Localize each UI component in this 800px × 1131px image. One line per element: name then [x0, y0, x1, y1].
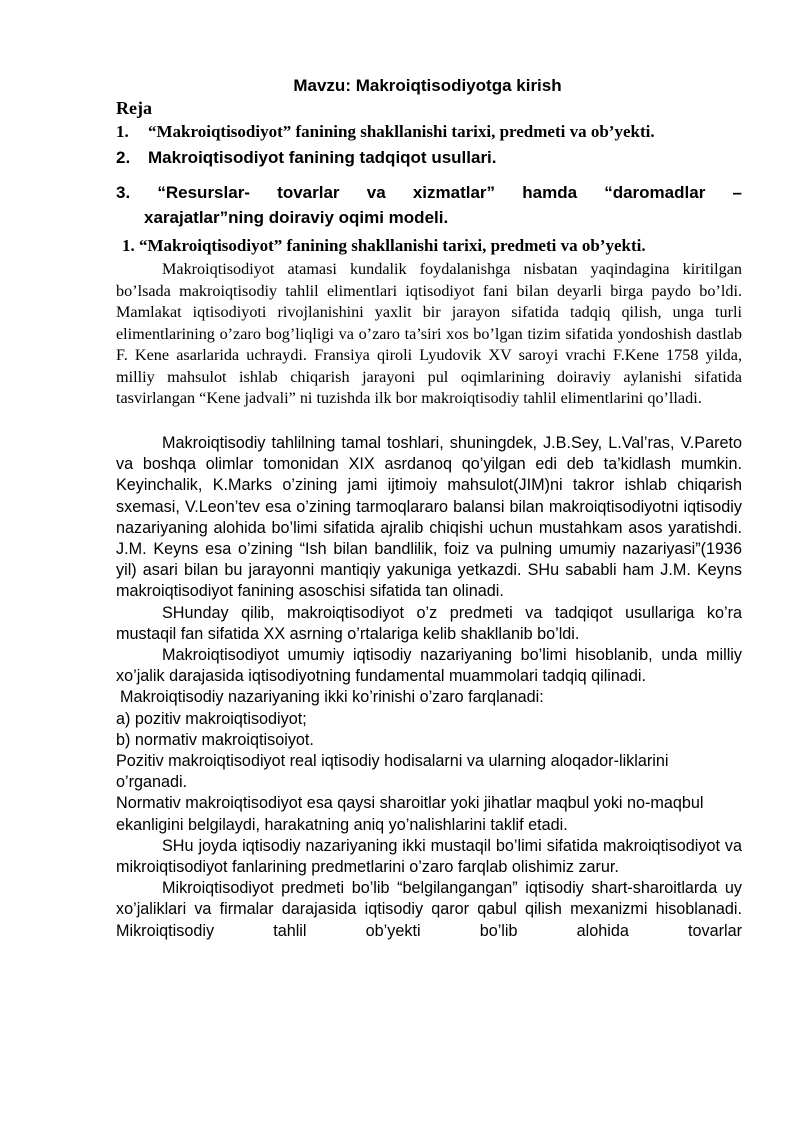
- plan-label: Reja: [116, 98, 152, 118]
- plan-item-word: “Resurslar-: [157, 183, 250, 202]
- plan-item-1: [116, 122, 742, 142]
- plan-item-3: [116, 180, 742, 230]
- plan-item-number: 3.: [116, 183, 131, 202]
- paragraph: Makroiqtisodiy tahlilning tamal toshlari, shuningdek, J.B.Sey, L.Val’ras, V.Pareto va boshqa olimlar tomonidan XIX asrdanoq qo’yilgan edi deb ta’kidlash mumkin. Keyinchalik, K.Marks o’zining jami ijtimoiy mahsulot(JIM)ni takror ishlab chiqarish sxemasi, V.Leon’tev esa o’zining tarmoqlararo balansi bilan makroiqtisodiyotni iqtisodiy nazariyaning alohida bo’limi sifatida ajralib chiqishi uchun mustahkam asos yaratishdi. J.M. Keyns esa o’zining “Ish bilan bandlilik, foiz va pulning umumiy nazariyasi”(1936 yil) asari bilan bu jarayonni mantiqiy yakuniga yetkazdi. SHu sababli ham J.M. Keyns makroiqtisodiyot fanining asoschisi sifatida tan olinadi.: [116, 434, 742, 601]
- paragraph: Makroiqtisodiyot umumiy iqtisodiy nazariyaning bo’limi hisoblanib, unda milliy xo’jalik darajasida iqtisodiyotning fundamental muammolari tadqiq qilinadi.: [116, 646, 742, 686]
- paragraph: Pozitiv makroiqtisodiyot real iqtisodiy hodisalarni va ularning aloqador-liklarini o’rganadi.: [116, 752, 669, 792]
- plan-item-3-continuation: xarajatlar”ning doiraviy oqimi modeli.: [144, 208, 449, 227]
- plan-item-word: “daromadlar: [604, 183, 706, 202]
- plan-item-word: xizmatlar”: [412, 183, 496, 202]
- paragraph: Makroiqtisodiy nazariyaning ikki ko’rinishi o’zaro farqlanadi:: [120, 688, 544, 707]
- body-text: [116, 433, 742, 942]
- paragraph: SHu joyda iqtisodiy nazariyaning ikki mustaqil bo’limi sifatida makroiqtisodiyot va mikroiqtisodiyot fanlarining predmetlarini o’zaro farqlab olishimiz zarur.: [116, 836, 742, 877]
- list-item: b) normativ makroiqtisoiyot.: [116, 730, 314, 749]
- plan-item-number: 1.: [116, 122, 129, 141]
- intro-paragraph: Makroiqtisodiyot atamasi kundalik foydalanishga nisbatan yaqindagina kiritilgan bo’lsada makroiqtisodiy tahlil elimentlari iqtisodiyot fani bilan deyarli birga paydo bo’ldi. Mamlakat iqtisodiyoti rivojlanishini yaxlit bir jarayon sifatida tadqiq qilish, unga turli elimentlarining o’zaro bog’liqligi va o’zaro ta’siri xos bo’lgan tizim sifatida yondoshish dastlab F. Kene asarlarida uchraydi. Fransiya qiroli Lyudovik XV saroyi vrachi F.Kene 1758 yilda, milliy mahsulot ishlab chiqarish jarayoni pul oqimlarining doiraviy aylanishi sifatida tasvirlangan “Kene jadvali” ni tuzishda ilk bor makroiqtisodiy tahlil elimentlarini qo’lladi.: [116, 260, 742, 407]
- plan-item-word: tovarlar: [277, 183, 340, 202]
- plan-item-2: [116, 148, 742, 168]
- plan-item-word: –: [732, 183, 742, 202]
- plan-item-3-line-1: [116, 180, 742, 205]
- paragraph: Normativ makroiqtisodiyot esa qaysi sharoitlar yoki jihatlar maqbul yoki no-maqbul ekanligini belgilaydi, harakatning aniq yo’nalishlarini taklif etadi.: [116, 794, 704, 834]
- section-heading: 1. “Makroiqtisodiyot” fanining shakllanishi tarixi, predmeti va ob’yekti.: [122, 236, 646, 255]
- list-item: a) pozitiv makroiqtisodiyot;: [116, 709, 307, 728]
- paragraph: Mikroiqtisodiyot predmeti bo’lib “belgilangangan” iqtisodiy shart-sharoitlarda uy xo’jaliklari va firmalar darajasida iqtisodiy qaror qabul qilish mexanizmi hisoblanadi. Mikroiqtisodiy tahlil ob’yekti bo’lib alohida tovarlar: [116, 879, 742, 940]
- page-title: Mavzu: Makroiqtisodiyotga kirish: [293, 76, 562, 95]
- plan-item-number: 2.: [116, 148, 131, 167]
- paragraph: SHunday qilib, makroiqtisodiyot o’z predmeti va tadqiqot usullariga ko’ra mustaqil fan sifatida XX asrning o’rtalariga kelib shakllanib bo’ldi.: [116, 603, 742, 643]
- plan-item-word: hamda: [522, 183, 578, 202]
- plan-item-text: “Makroiqtisodiyot” fanining shakllanishi tarixi, predmeti va ob’yekti.: [148, 122, 655, 141]
- plan-item-text: Makroiqtisodiyot fanining tadqiqot usullari.: [148, 148, 497, 167]
- plan-item-word: va: [366, 183, 386, 202]
